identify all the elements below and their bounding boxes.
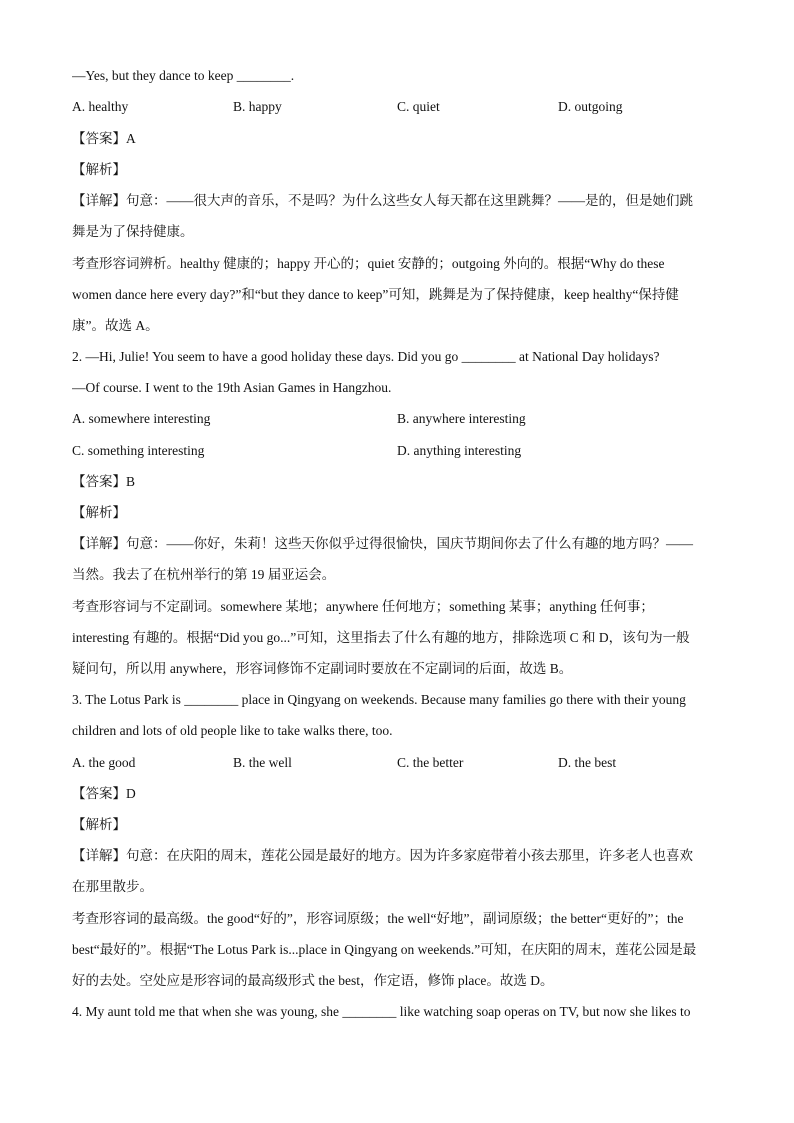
q3-analysis-heading: 【解析】 [72, 817, 126, 832]
q1-detail-line-1: 【详解】句意：——很大声的音乐，不是吗？为什么这些女人每天都在这里跳舞？——是的，但是她们跳 [72, 193, 693, 208]
q3-detail-line-1: 【详解】句意：在庆阳的周末，莲花公园是最好的地方。因为许多家庭带着小孩去那里，许多老人也喜欢 [72, 848, 693, 863]
q2-detail-line-4: interesting 有趣的。根据“Did you go...”可知，这里指去了什么有趣的地方，排除选项 C 和 D，该句为一般 [72, 630, 690, 645]
q2-option-b: B. anywhere interesting [397, 411, 526, 426]
q3-answer-key: 【答案】D [72, 786, 136, 801]
q3-option-d: D. the best [558, 755, 617, 770]
q2-detail-line-5: 疑问句，所以用 anywhere，形容词修饰不定副词时要放在不定副词的后面，故选 B。 [72, 661, 573, 676]
q1-option-c: C. quiet [397, 99, 440, 114]
q3-option-c: C. the better [397, 755, 464, 770]
q1-answer-key: 【答案】A [72, 131, 136, 146]
q2-detail-line-2: 当然。我去了在杭州举行的第 19 届亚运会。 [72, 567, 336, 582]
q1-option-d: D. outgoing [558, 99, 623, 114]
q3-detail-line-2: 在那里散步。 [72, 879, 153, 894]
q3-stem-line-1: 3. The Lotus Park is ________ place in Qingyang on weekends. Because many families go there with their young [72, 692, 686, 707]
q1-detail-line-4: women dance here every day?”和“but they dance to keep”可知，跳舞是为了保持健康，keep healthy“保持健 [72, 287, 679, 302]
q2-stem-line-2: —Of course. I went to the 19th Asian Games in Hangzhou. [72, 380, 392, 395]
q3-stem-line-2: children and lots of old people like to take walks there, too. [72, 723, 393, 738]
q1-option-b: B. happy [233, 99, 282, 114]
q1-detail-line-3: 考查形容词辨析。healthy 健康的；happy 开心的；quiet 安静的；outgoing 外向的。根据“Why do these [72, 256, 665, 271]
q2-stem-line-1: 2. —Hi, Julie! You seem to have a good holiday these days. Did you go ________ at National Day holidays? [72, 349, 660, 364]
q1-detail-line-2: 舞是为了保持健康。 [72, 224, 194, 239]
q2-option-d: D. anything interesting [397, 443, 522, 458]
q2-option-c: C. something interesting [72, 443, 205, 458]
q3-option-a: A. the good [72, 755, 136, 770]
q3-detail-line-3: 考查形容词的最高级。the good“好的”，形容词原级；the well“好地”，副词原级；the better“更好的”；the [72, 911, 684, 926]
q1-answer-line: —Yes, but they dance to keep ________. [72, 68, 295, 83]
q2-answer-key: 【答案】B [72, 474, 136, 489]
q2-option-a: A. somewhere interesting [72, 411, 211, 426]
q1-detail-line-5: 康”。故选 A。 [72, 318, 159, 333]
q2-analysis-heading: 【解析】 [72, 505, 126, 520]
q1-option-a: A. healthy [72, 99, 129, 114]
q3-option-b: B. the well [233, 755, 292, 770]
q3-detail-line-4: best“最好的”。根据“The Lotus Park is...place in Qingyang on weekends.”可知，在庆阳的周末，莲花公园是最 [72, 942, 697, 957]
q2-detail-line-3: 考查形容词与不定副词。somewhere 某地；anywhere 任何地方；something 某事；anything 任何事； [72, 599, 654, 614]
q4-stem-line-1: 4. My aunt told me that when she was young, she ________ like watching soap operas on TV, but now she likes to [72, 1004, 691, 1019]
q2-detail-line-1: 【详解】句意：——你好，朱莉！这些天你似乎过得很愉快，国庆节期间你去了什么有趣的地方吗？—— [72, 536, 693, 551]
q1-analysis-heading: 【解析】 [72, 162, 126, 177]
q3-detail-line-5: 好的去处。空处应是形容词的最高级形式 the best，作定语，修饰 place。故选 D。 [72, 973, 554, 988]
